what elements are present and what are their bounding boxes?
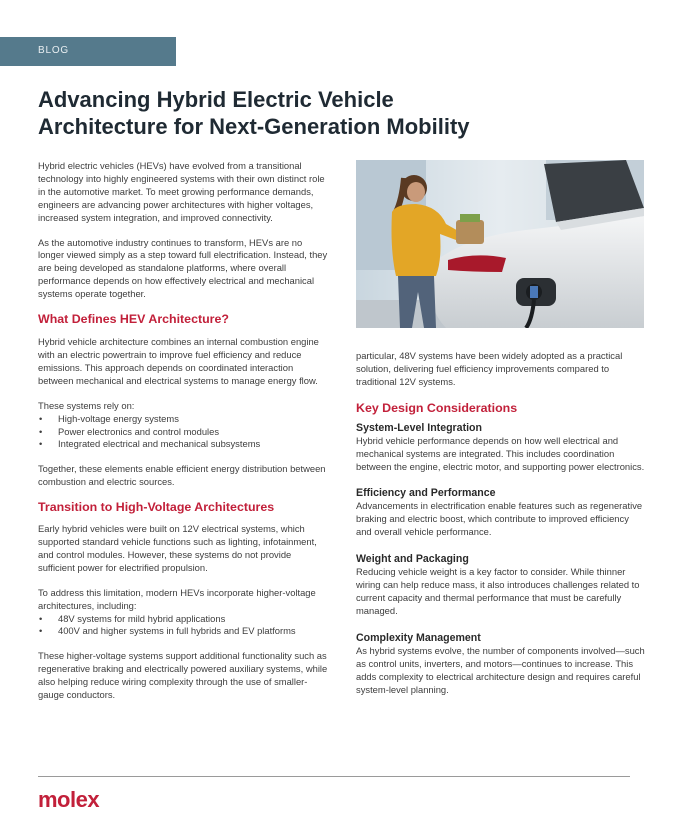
right-column — [356, 350, 646, 696]
footer-divider — [38, 776, 630, 777]
consideration-title-system-integration: System-Level Integration — [356, 421, 482, 434]
section-heading-hev-architecture: What Defines HEV Architecture? — [38, 312, 229, 327]
title-line-1: Advancing Hybrid Electric Vehicle — [38, 87, 394, 112]
intro-paragraph-2: As the automotive industry continues to transform, HEVs are no longer viewed simply as a step toward full electrification. Instead, they are being developed as standalone platforms, where overall performance depends on how effectively electrical and mechanical systems operate together. — [38, 236, 328, 300]
consideration-title-weight-packaging: Weight and Packaging — [356, 553, 469, 566]
section2-paragraph-2: To address this limitation, modern HEVs incorporate higher-voltage architectures, including: — [38, 586, 316, 611]
consideration-text-weight-packaging: Reducing vehicle weight is a key factor to consider. While thinner wiring can help reduce mass, it also introduces challenges related to current capacity and thermal performance that must be carefully managed. — [356, 566, 640, 616]
section1-paragraph-3: Together, these elements enable efficient energy distribution between combustion and electric sources. — [38, 463, 326, 488]
list-item: • Power electronics and control modules — [38, 426, 330, 439]
consideration-text-system-integration: Hybrid vehicle performance depends on how well electrical and mechanical systems are integrated. This includes coordination between the engine, electric motor, and supporting power electronics. — [356, 434, 645, 472]
list-item: • 400V and higher systems in full hybrids and EV platforms — [38, 625, 330, 638]
consideration-text-efficiency: Advancements in electrification enable features such as regenerative braking and electric boost, which contribute to improved efficiency and overall vehicle performance. — [356, 500, 643, 538]
list-item: • 48V systems for mild hybrid applications — [38, 613, 330, 626]
section2-paragraph-3: These higher-voltage systems support additional functionality such as regenerative braking and electrically powered auxiliary systems, while also helping reduce wiring complexity through the use of smaller-gauge conductors. — [38, 650, 328, 701]
list-item: • Integrated electrical and mechanical subsystems — [38, 438, 330, 451]
section2-paragraph-4: particular, 48V systems have been widely adopted as a practical solution, delivering fuel efficiency improvements compared to traditional 12V systems. — [356, 350, 623, 387]
section-heading-design-considerations: Key Design Considerations — [356, 400, 518, 415]
hero-photo-ev-charging — [356, 160, 644, 328]
page-title — [38, 86, 638, 140]
blog-category-band — [0, 37, 176, 66]
molex-logo: molex — [38, 787, 100, 812]
consideration-title-efficiency: Efficiency and Performance — [356, 487, 496, 500]
left-column — [38, 160, 330, 702]
photo-illustration — [356, 160, 644, 328]
consideration-title-complexity: Complexity Management — [356, 631, 481, 644]
intro-paragraph-1: Hybrid electric vehicles (HEVs) have evolved from a transitional technology into highly engineered systems with their own distinct role in the automotive market. To meet growing performance demands, engineers are advancing power architectures with higher voltages, increased system integration, and improved connectivity. — [38, 160, 325, 223]
section2-paragraph-1: Early hybrid vehicles were built on 12V electrical systems, which supported standard vehicle functions such as lighting, infotainment, and control modules. However, these systems do not provide sufficient power for electrified propulsion. — [38, 523, 317, 573]
consideration-text-complexity: As hybrid systems evolve, the number of components involved—such as control units, inverters, and motors—continues to increase. This adds complexity to electrical architecture design and requires careful system-level planning. — [356, 644, 645, 695]
section1-paragraph-1: Hybrid vehicle architecture combines an internal combustion engine with an electric powertrain to improve fuel efficiency and reduce emissions. This approach depends on coordinated interaction between mechanical and electrical systems to manage energy flow. — [38, 336, 319, 386]
list-item: • High-voltage energy systems — [38, 413, 330, 426]
section2-bullet-list — [38, 613, 330, 639]
section1-bullet-list — [38, 413, 330, 452]
section-heading-high-voltage: Transition to High-Voltage Architectures — [38, 500, 275, 515]
section1-paragraph-2: These systems rely on: — [38, 399, 135, 411]
title-line-2: Architecture for Next-Generation Mobility — [38, 114, 470, 139]
blog-tag: BLOG — [38, 45, 69, 56]
